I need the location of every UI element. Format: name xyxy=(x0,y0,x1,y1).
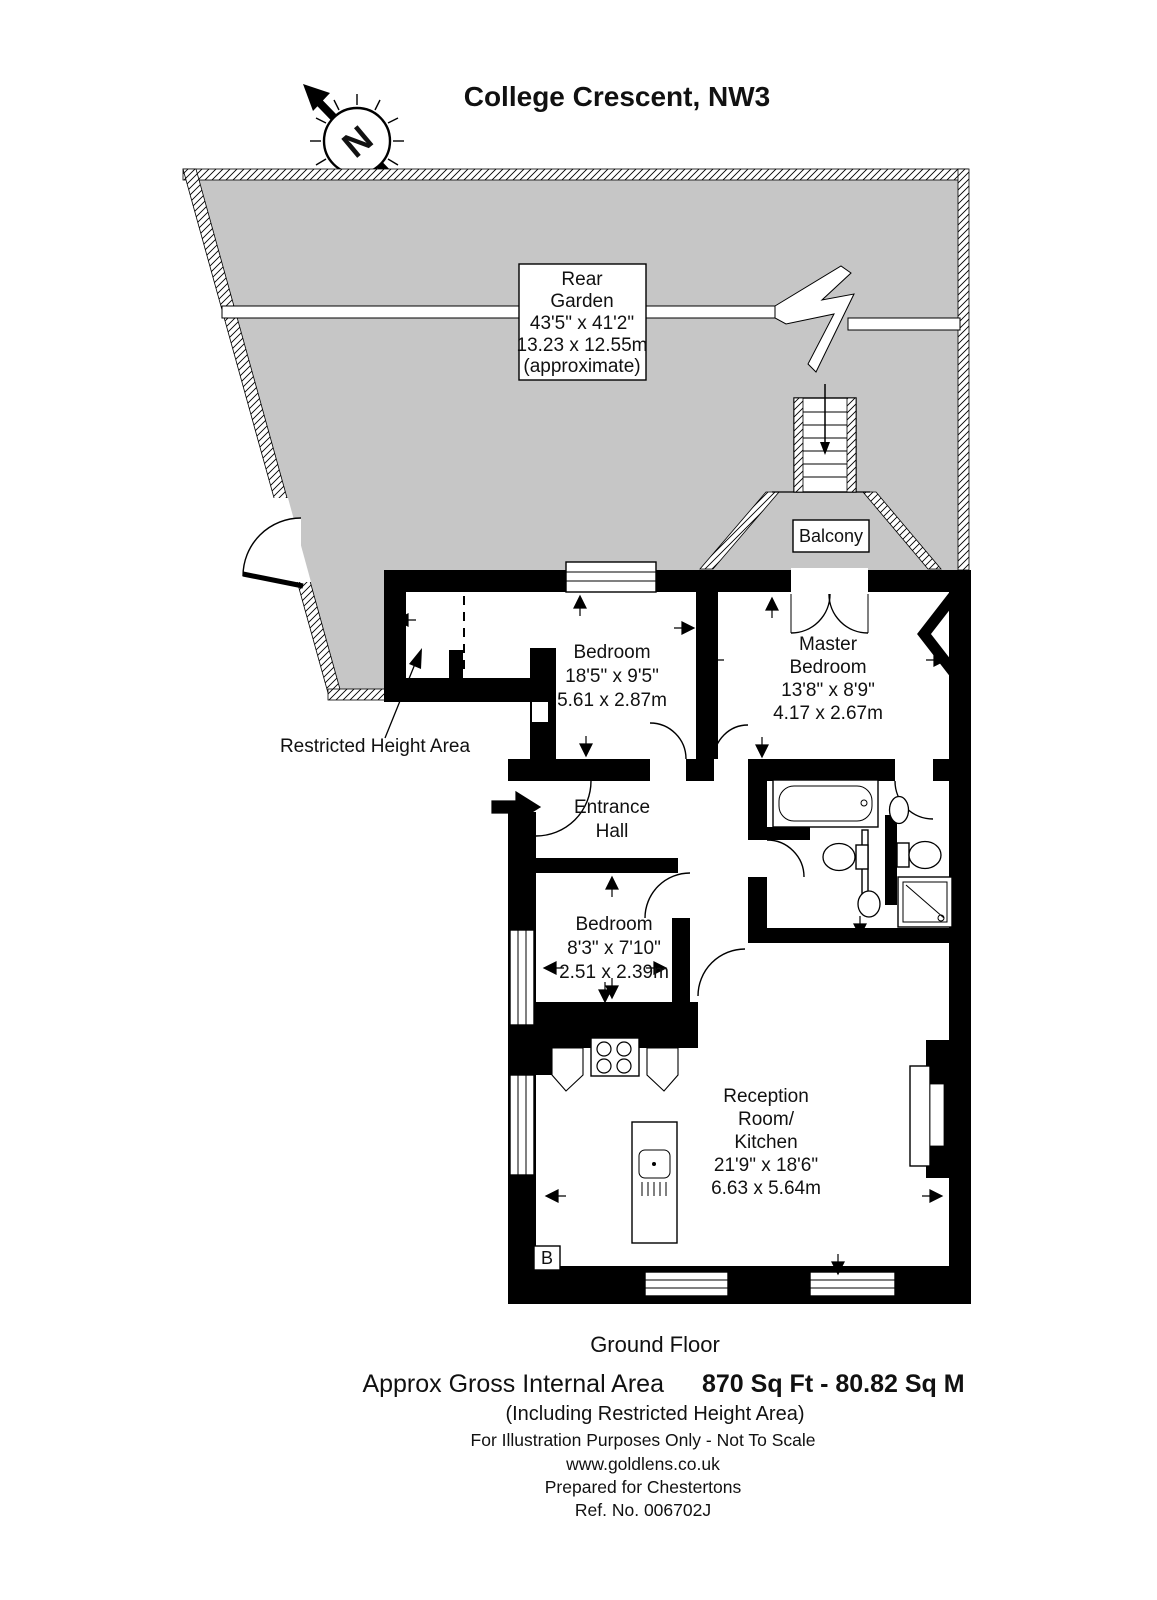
balcony-label-text: Balcony xyxy=(798,526,864,546)
disclaimer-text: For Illustration Purposes Only - Not To Scale xyxy=(470,1430,816,1450)
room-label-master-bedroom xyxy=(773,634,883,724)
room-label-bedroom1 xyxy=(557,642,667,711)
garden-label-line: Garden xyxy=(550,291,614,312)
window-icon xyxy=(510,930,534,1025)
balcony-door-icon xyxy=(791,594,868,633)
room-label-line: Room/ xyxy=(738,1109,794,1130)
shower-icon xyxy=(898,877,952,927)
room-label-bedroom2 xyxy=(559,914,669,983)
kitchen-counter xyxy=(647,1048,678,1091)
garden-label-line: (approximate) xyxy=(523,356,641,377)
garden-border-top xyxy=(183,169,968,180)
bedroom1-door-icon xyxy=(650,723,686,759)
room-label-line: Bedroom xyxy=(575,914,653,935)
boiler-box xyxy=(534,1246,560,1270)
room-label-line: Master xyxy=(798,634,858,655)
sink-icon xyxy=(890,797,909,824)
room-label-line: Hall xyxy=(595,821,629,842)
compass-north-letter: N xyxy=(334,117,381,166)
kitchen-island-icon xyxy=(632,1122,677,1243)
room-label-line: 8'3" x 7'10" xyxy=(567,938,661,959)
room-label-line: Bedroom xyxy=(573,642,651,663)
kitchen-counter xyxy=(552,1048,583,1091)
window-icon xyxy=(645,1272,728,1296)
room-label-line: 6.63 x 5.64m xyxy=(711,1178,821,1199)
prepared-for-text: Prepared for Chestertons xyxy=(544,1477,742,1497)
master-door-icon xyxy=(714,725,748,759)
reception-door-icon xyxy=(698,949,745,996)
room-label-line: Reception xyxy=(723,1086,809,1107)
room-label-reception xyxy=(711,1086,821,1199)
toilet-icon xyxy=(823,844,868,871)
room-label-line: 2.51 x 2.39m xyxy=(559,962,669,983)
garden-border-right xyxy=(958,169,969,570)
area-value: 870 Sq Ft - 80.82 Sq M xyxy=(702,1370,965,1398)
website-text: www.goldlens.co.uk xyxy=(566,1454,720,1474)
room-label-line: 21'9" x 18'6" xyxy=(713,1155,819,1176)
restricted-height-text: Restricted Height Area xyxy=(279,736,471,757)
garden-label-line: 13.23 x 12.55m xyxy=(516,335,648,356)
hob-icon xyxy=(591,1038,639,1076)
stairs-icon xyxy=(794,384,856,492)
garden-border-bottom xyxy=(328,689,386,700)
area-prefix: Approx Gross Internal Area xyxy=(362,1370,664,1398)
garden-label-line: Rear xyxy=(561,269,603,290)
footer xyxy=(362,1332,964,1520)
boiler-label: B xyxy=(540,1248,554,1268)
bathroom-door-icon xyxy=(767,840,804,877)
window-icon xyxy=(810,1272,895,1296)
rear-garden-label xyxy=(517,264,648,380)
page-title: College Crescent, NW3 xyxy=(463,81,771,112)
floor-label: Ground Floor xyxy=(590,1332,720,1357)
toilet-icon xyxy=(897,842,941,869)
balcony-label xyxy=(793,520,869,552)
room-label-entrance-hall xyxy=(574,797,650,842)
room-label-line: Kitchen xyxy=(734,1132,798,1153)
room-label-line: Bedroom xyxy=(789,657,867,678)
window-icon xyxy=(510,1075,534,1175)
room-label-line: Entrance xyxy=(573,797,651,818)
bathtub-icon xyxy=(773,780,878,827)
area-note: (Including Restricted Height Area) xyxy=(505,1403,805,1425)
room-label-line: 4.17 x 2.67m xyxy=(773,703,883,724)
sink-icon xyxy=(858,891,880,917)
bedroom2-door-icon xyxy=(645,873,690,918)
reference-text: Ref. No. 006702J xyxy=(574,1500,712,1520)
window-icon xyxy=(566,562,656,592)
room-label-line: 5.61 x 2.87m xyxy=(557,690,667,711)
room-label-line: 13'8" x 8'9" xyxy=(781,680,875,701)
leader-arrowhead xyxy=(409,648,422,669)
room-label-line: 18'5" x 9'5" xyxy=(565,666,659,687)
garden-label-line: 43'5" x 41'2" xyxy=(529,313,635,334)
